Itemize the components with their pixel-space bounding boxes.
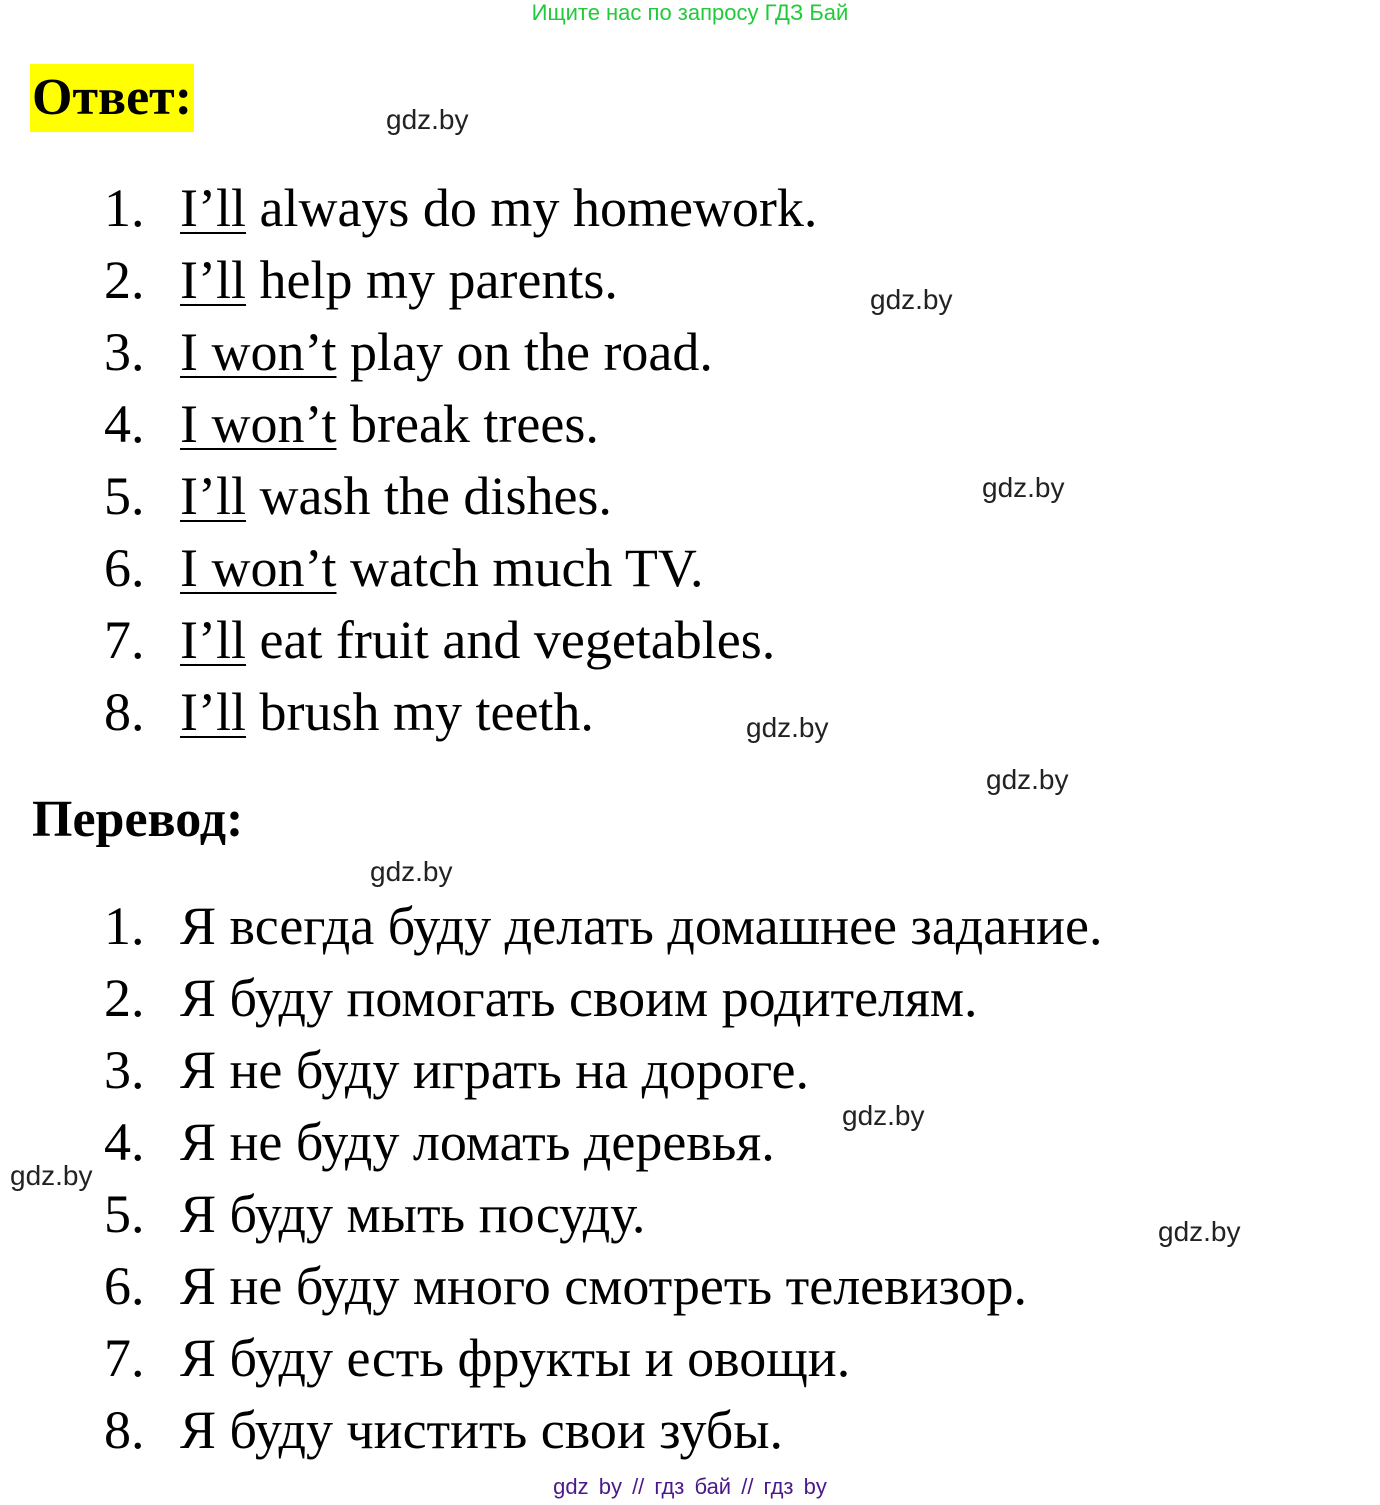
top-banner[interactable]: Ищите нас по запросу ГДЗ Бай [531, 0, 849, 25]
underlined-verb: I won’t [180, 394, 337, 454]
answer-rest: play on the road. [336, 322, 713, 382]
watermark: gdz.by [386, 104, 469, 135]
watermark: gdz.by [870, 284, 953, 315]
item-number: 6. [104, 538, 145, 598]
underlined-verb: I’ll [180, 610, 246, 670]
item-number: 1. [104, 178, 145, 238]
underlined-verb: I’ll [180, 178, 246, 238]
watermark: gdz.by [982, 472, 1065, 503]
item-number: 3. [104, 1040, 145, 1100]
translation-text: Я не буду играть на дороге. [180, 1040, 809, 1100]
item-number: 4. [104, 394, 145, 454]
underlined-verb: I’ll [180, 250, 246, 310]
footer-links[interactable]: gdz by // гдз бай // гдз by [553, 1474, 827, 1499]
translation-text: Я буду помогать своим родителям. [180, 968, 978, 1028]
underlined-verb: I won’t [180, 538, 337, 598]
answer-rest: brush my teeth. [245, 682, 594, 742]
item-number: 2. [104, 250, 145, 310]
answer-rest: wash the dishes. [245, 466, 612, 526]
item-number: 8. [104, 682, 145, 742]
item-number: 8. [104, 1400, 145, 1460]
watermark: gdz.by [1158, 1216, 1241, 1247]
answer-text [180, 388, 599, 460]
underlined-verb: I won’t [180, 322, 337, 382]
answer-rest: help my parents. [245, 250, 618, 310]
answer-text [180, 172, 817, 244]
underlined-verb: I’ll [180, 466, 246, 526]
item-number: 1. [104, 896, 145, 956]
item-number: 7. [104, 610, 145, 670]
answer-text [180, 532, 703, 604]
translation-title: Перевод: [32, 791, 244, 848]
item-number: 5. [104, 466, 145, 526]
answer-text [180, 604, 775, 676]
answer-text [180, 460, 612, 532]
answer-rest: break trees. [336, 394, 599, 454]
watermark: gdz.by [842, 1100, 925, 1131]
watermark: gdz.by [370, 856, 453, 887]
translation-text: Я всегда буду делать домашнее задание. [180, 896, 1103, 956]
answer-rest: always do my homework. [245, 178, 818, 238]
answer-text [180, 316, 713, 388]
translation-text: Я буду есть фрукты и овощи. [180, 1328, 851, 1388]
watermark: gdz.by [746, 712, 829, 743]
item-number: 7. [104, 1328, 145, 1388]
item-number: 2. [104, 968, 145, 1028]
item-number: 3. [104, 322, 145, 382]
item-number: 5. [104, 1184, 145, 1244]
answer-rest: eat fruit and vegetables. [245, 610, 776, 670]
answer-title: Ответ: [30, 64, 194, 132]
translation-text: Я буду мыть посуду. [180, 1184, 646, 1244]
item-number: 4. [104, 1112, 145, 1172]
watermark: gdz.by [10, 1160, 93, 1191]
translation-text: Я буду чистить свои зубы. [180, 1400, 783, 1460]
underlined-verb: I’ll [180, 682, 246, 742]
watermark: gdz.by [986, 764, 1069, 795]
answer-rest: watch much TV. [336, 538, 704, 598]
translation-text: Я не буду много смотреть телевизор. [180, 1256, 1028, 1316]
answer-text [180, 244, 618, 316]
answer-text [180, 676, 594, 748]
translation-text: Я не буду ломать деревья. [180, 1112, 775, 1172]
item-number: 6. [104, 1256, 145, 1316]
